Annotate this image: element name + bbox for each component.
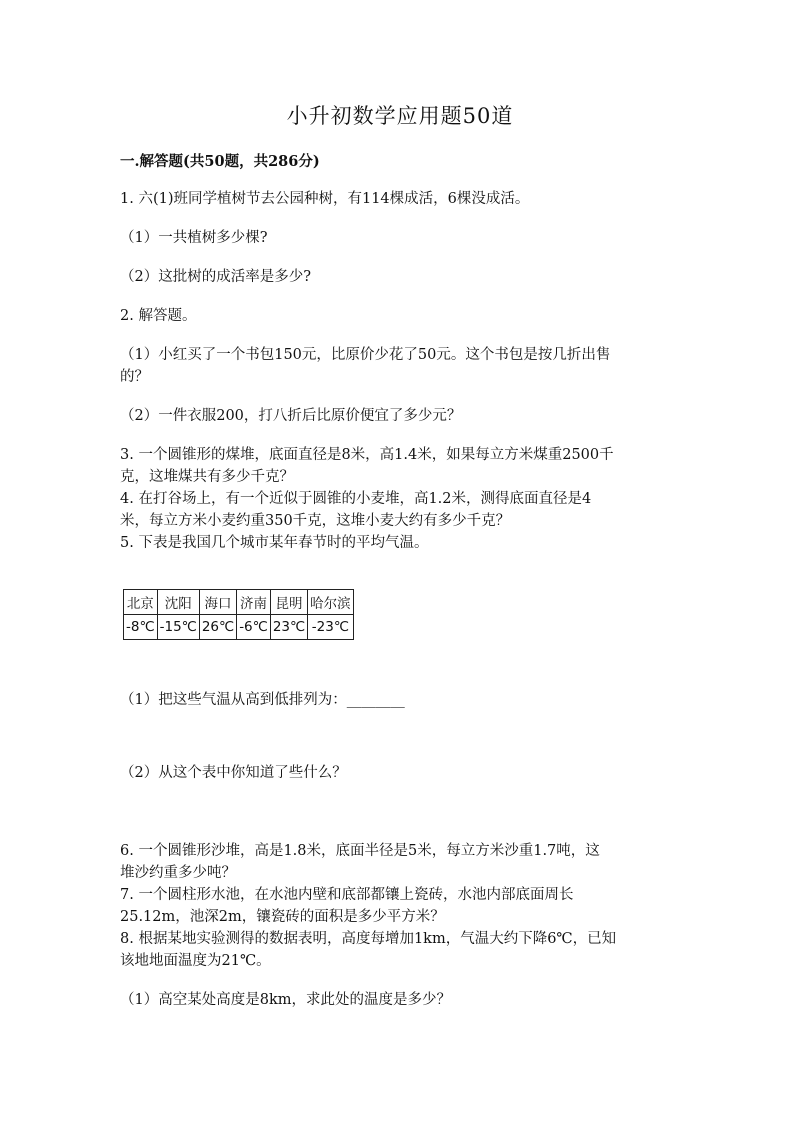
table-cell-temp: -15℃	[157, 615, 199, 640]
question-1-sub-1: （1）一共植树多少棵?	[120, 230, 268, 246]
table-cell-city: 沈阳	[157, 590, 199, 615]
question-2-sub-1-line-1: （1）小红买了一个书包150元，比原价少花了50元。这个书包是按几折出售	[120, 347, 611, 363]
table-row-cities	[124, 590, 354, 615]
question-5-sub-2: （2）从这个表中你知道了些什么？	[120, 765, 347, 781]
question-6-line-1: 6. 一个圆锥形沙堆，高是1.8米，底面半径是5米，每立方米沙重1.7吨，这	[120, 843, 600, 859]
question-3-line-1: 3. 一个圆锥形的煤堆，底面直径是8米，高1.4米，如果每立方米煤重2500千	[120, 447, 614, 463]
question-2-sub-2: （2）一件衣服200，打八折后比原价便宜了多少元？	[120, 408, 462, 424]
table-cell-city: 海口	[199, 590, 236, 615]
table-cell-temp: -8℃	[124, 615, 158, 640]
question-8-line-1: 8. 根据某地实验测得的数据表明，高度每增加1km，气温大约下降6℃，已知	[120, 931, 617, 947]
table-cell-city: 济南	[237, 590, 271, 615]
question-7-line-2: 25.12m，池深2m，镶瓷砖的面积是多少平方米？	[120, 909, 445, 925]
question-5-sub-1: （1）把这些气温从高到低排列为：________	[120, 692, 405, 708]
question-5-stem: 5. 下表是我国几个城市某年春节时的平均气温。	[120, 535, 429, 551]
question-4-line-2: 米，每立方米小麦约重350千克，这堆小麦大约有多少千克？	[120, 513, 511, 529]
question-1-sub-2: （2）这批树的成活率是多少?	[120, 269, 311, 285]
question-7-line-1: 7. 一个圆柱形水池，在水池内壁和底部都镶上瓷砖，水池内部底面周长	[120, 887, 574, 903]
question-6-line-2: 堆沙约重多少吨？	[120, 865, 236, 881]
question-4-line-1: 4. 在打谷场上，有一个近似于圆锥的小麦堆，高1.2米，测得底面直径是4	[120, 491, 592, 507]
table-cell-temp: 26℃	[199, 615, 236, 640]
city-temperature-table	[123, 589, 354, 640]
page-title: 小升初数学应用题50道	[286, 104, 514, 128]
question-8-line-2: 该地地面温度为21℃。	[120, 953, 271, 969]
table-row-temps	[124, 615, 354, 640]
section-heading: 一.解答题(共50题，共286分)	[120, 153, 320, 170]
question-8-sub-1: （1）高空某处高度是8km，求此处的温度是多少？	[120, 992, 451, 1008]
question-2-sub-1-line-2: 的？	[120, 369, 149, 385]
table-cell-temp: -23℃	[308, 615, 354, 640]
table-cell-temp: -6℃	[237, 615, 271, 640]
table-cell-city: 哈尔滨	[308, 590, 354, 615]
table-cell-city: 昆明	[270, 590, 307, 615]
question-1-stem: 1. 六(1)班同学植树节去公园种树，有114棵成活，6棵没成活。	[120, 191, 530, 207]
question-3-line-2: 克，这堆煤共有多少千克？	[120, 469, 294, 485]
table-cell-temp: 23℃	[270, 615, 307, 640]
question-2-stem: 2. 解答题。	[120, 308, 197, 324]
table-cell-city: 北京	[124, 590, 158, 615]
